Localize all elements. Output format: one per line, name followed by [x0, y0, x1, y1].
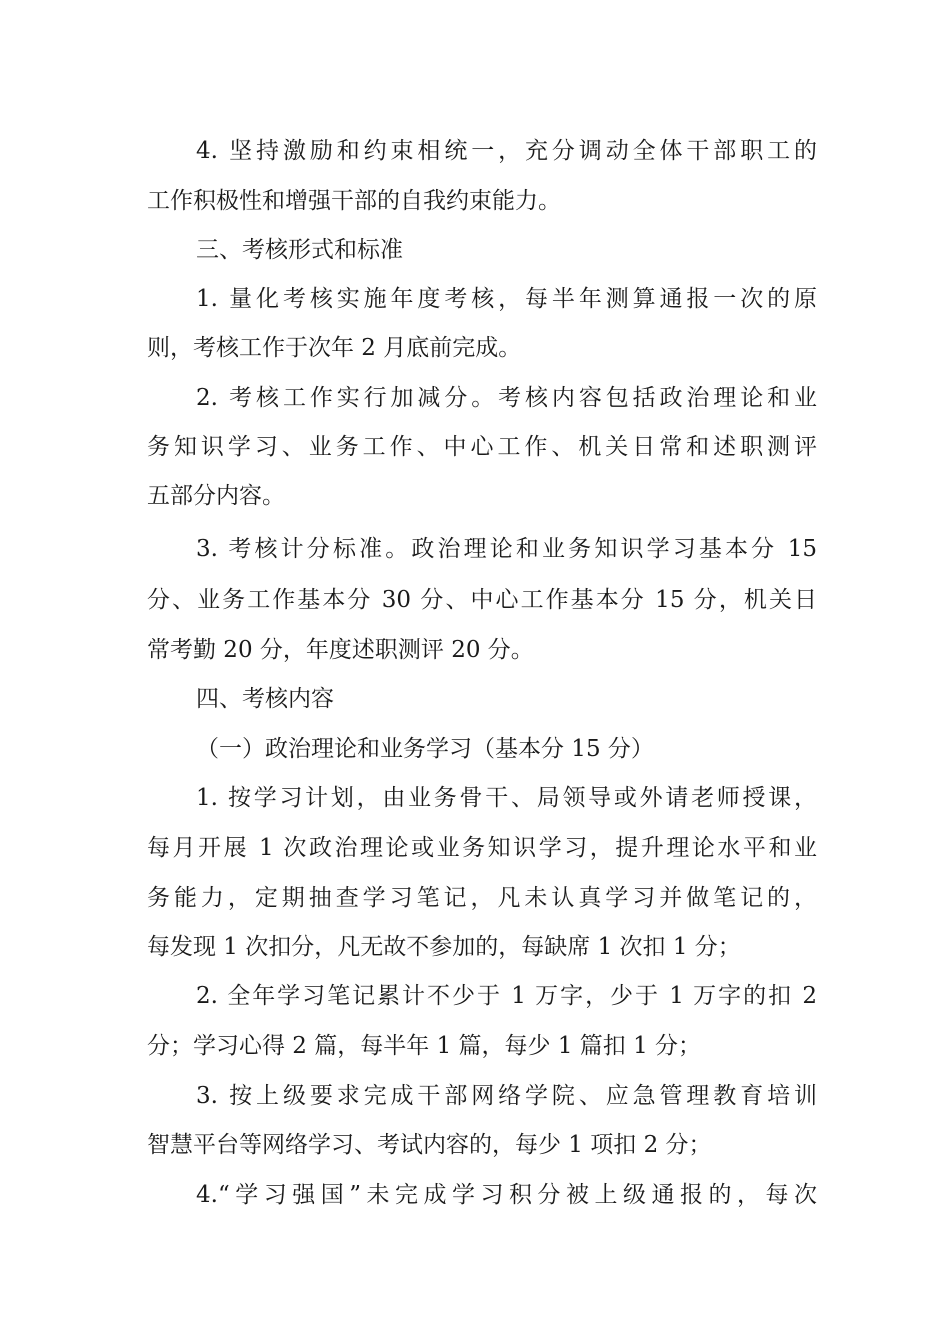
paragraph-line: 1. 量化考核实施年度考核，每半年测算通报一次的原 [196, 286, 817, 312]
paragraph-line: 则，考核工作于次年 2 月底前完成。 [147, 335, 522, 361]
paragraph-line: 分、业务工作基本分 30 分、中心工作基本分 15 分，机关日 [147, 587, 817, 613]
paragraph-line: 智慧平台等网络学习、考试内容的，每少 1 项扣 2 分； [147, 1132, 712, 1158]
paragraph-line: 务知识学习、业务工作、中心工作、机关日常和述职测评 [147, 434, 817, 460]
paragraph-line: 常考勤 20 分，年度述职测评 20 分。 [147, 637, 534, 663]
paragraph-line: 务能力，定期抽查学习笔记，凡未认真学习并做笔记的， [147, 885, 817, 911]
paragraph-line: 2. 全年学习笔记累计不少于 1 万字，少于 1 万字的扣 2 [196, 983, 817, 1009]
subsection-heading: （一）政治理论和业务学习（基本分 15 分） [196, 736, 654, 762]
paragraph-line: 每发现 1 次扣分，凡无故不参加的，每缺席 1 次扣 1 分； [147, 934, 741, 960]
paragraph-line: 4. 坚持激励和约束相统一，充分调动全体干部职工的 [196, 138, 817, 164]
paragraph-line: 工作积极性和增强干部的自我约束能力。 [147, 188, 561, 214]
paragraph-line: 每月开展 1 次政治理论或业务知识学习，提升理论水平和业 [147, 835, 817, 861]
section-heading: 三、考核形式和标准 [196, 237, 403, 263]
paragraph-line: 3. 按上级要求完成干部网络学院、应急管理教育培训 [196, 1083, 817, 1109]
paragraph-line: 1. 按学习计划，由业务骨干、局领导或外请老师授课， [196, 785, 817, 811]
paragraph-line: 五部分内容。 [147, 483, 285, 509]
paragraph-line: 4.“学习强国”未完成学习积分被上级通报的，每次 [196, 1182, 817, 1208]
section-heading: 四、考核内容 [196, 686, 334, 712]
paragraph-line: 2. 考核工作实行加减分。考核内容包括政治理论和业 [196, 385, 817, 411]
paragraph-line: 3. 考核计分标准。政治理论和业务知识学习基本分 15 [196, 536, 817, 562]
paragraph-line: 分；学习心得 2 篇，每半年 1 篇，每少 1 篇扣 1 分； [147, 1033, 702, 1059]
